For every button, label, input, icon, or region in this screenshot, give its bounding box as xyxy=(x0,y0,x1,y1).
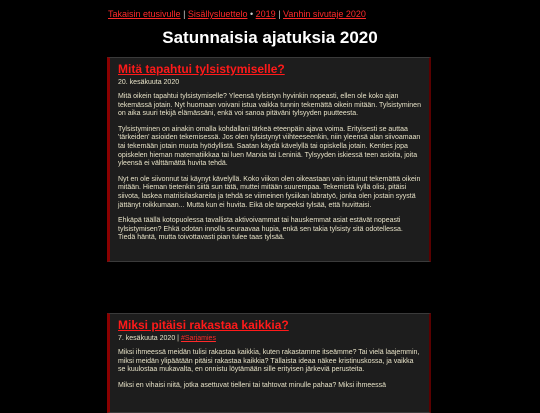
post-paragraph: Ehkäpä täällä kotopuolessa tavallista aktivoivammat tai hauskemmat asiat estävät nopeasti tylsistymisen? Ehkä odotan innolla seuraavaa hupia, enkä sen takia tylsisty sitä odotellessa. Tiedä häntä, mutta toivottavasti pian tulee taas tylsää. xyxy=(118,217,403,242)
post-tag-link[interactable]: #Sarjamies xyxy=(180,335,216,342)
post-date: 7. kesäkuuta 2020 xyxy=(118,335,176,342)
post-paragraph: Miksi ihmeessä meidän tulisi rakastaa kaikkia, kuten rakastamme itseämme? Tai vielä laajemmin, miksi meidän ylipäätään pitäisi rakastaa kaikkia? Tällaista ideaa näkee kristinuskossa, ja vaikka se kuulostaa mukavalta, en onnistu löytämään sille erityisen järkeviä perusteita. xyxy=(118,349,420,374)
post-card xyxy=(107,57,431,262)
table-of-contents-link[interactable]: Sisällysluettelo xyxy=(187,9,248,19)
year-2019-link[interactable]: 2019 xyxy=(255,9,276,19)
nav-separator: | xyxy=(278,9,281,19)
post-paragraph: Miksi en vihaisi niitä, jotka asettuvat tielleni tai tahtovat minulle pahaa? Miksi ihmeessä xyxy=(118,381,387,389)
post-meta: 7. kesäkuuta 2020 | #Sarjamies xyxy=(118,335,216,342)
post-date: 20. kesäkuuta 2020 xyxy=(118,79,180,86)
nav-separator: | xyxy=(183,9,186,19)
page-title: Satunnaisia ajatuksia 2020 xyxy=(162,28,378,47)
back-to-home-link[interactable]: Takaisin etusivulle xyxy=(108,9,181,19)
top-navigation xyxy=(108,8,432,20)
post-paragraph: Tylsistyminen on ainakin omalla kohdallani tärkeä eteenpäin ajava voima. Erityisesti se auttaa 'tärkeiden' asioiden tekemisessä. Jos olen tylsistynyt viihteeseenkin, niin yleensä alan siivoamaan tai tekemään jotain muuta hyödyllistä. Saatan käydä kävelyllä tai opiskella jotain. Kenties jopa opiskelen hieman matematiikkaa tai luen Marxia tai Leniniä. Tylsyyden iskiessä teen asioita, joita yleensä ei välttämättä huvita tehdä. xyxy=(118,125,421,168)
post-title-link[interactable]: Miksi pitäisi rakastaa kaikkia? xyxy=(118,318,289,332)
oldest-page-link[interactable]: Vanhin sivutaje 2020 xyxy=(283,9,366,19)
post-paragraph: Mitä oikein tapahtui tylsistymiselle? Yleensä tylsistyn hyvinkin nopeasti, ellen ole koko ajan tekemässä jotain. Nyt huomaan voivani istua vaikka tunnin tekemättä oikein mitään. Tylsistyminen on aika suuri tekijä elämässäni, enkä voi sanoa pitäväni tylsyyden puutteesta. xyxy=(118,93,421,118)
post-card xyxy=(107,313,431,413)
post-title-link[interactable]: Mitä tapahtui tylsistymiselle? xyxy=(118,62,285,76)
post-title xyxy=(118,62,421,77)
post-paragraph: Nyt en ole siivonnut tai käynyt kävelyllä. Koko viikon olen oikeastaan vain istunut tekemättä oikein mitään. Hieman tietenkin siitä sun tätä, muttei mitään suurempaa. Tekemistä kyllä olisi, pitäisi siivota, laskea matriisilaskareita ja tehdä se viimeinen fysiikan labratyö, jonka olen jostain syystä jättänyt roikkumaan... Mutta kun ei huvita. Eikä ole tarpeeksi tylsää, että huvittaisi. xyxy=(118,175,421,209)
nav-separator: • xyxy=(249,9,254,19)
post-title xyxy=(118,318,421,333)
post-meta xyxy=(118,78,421,88)
